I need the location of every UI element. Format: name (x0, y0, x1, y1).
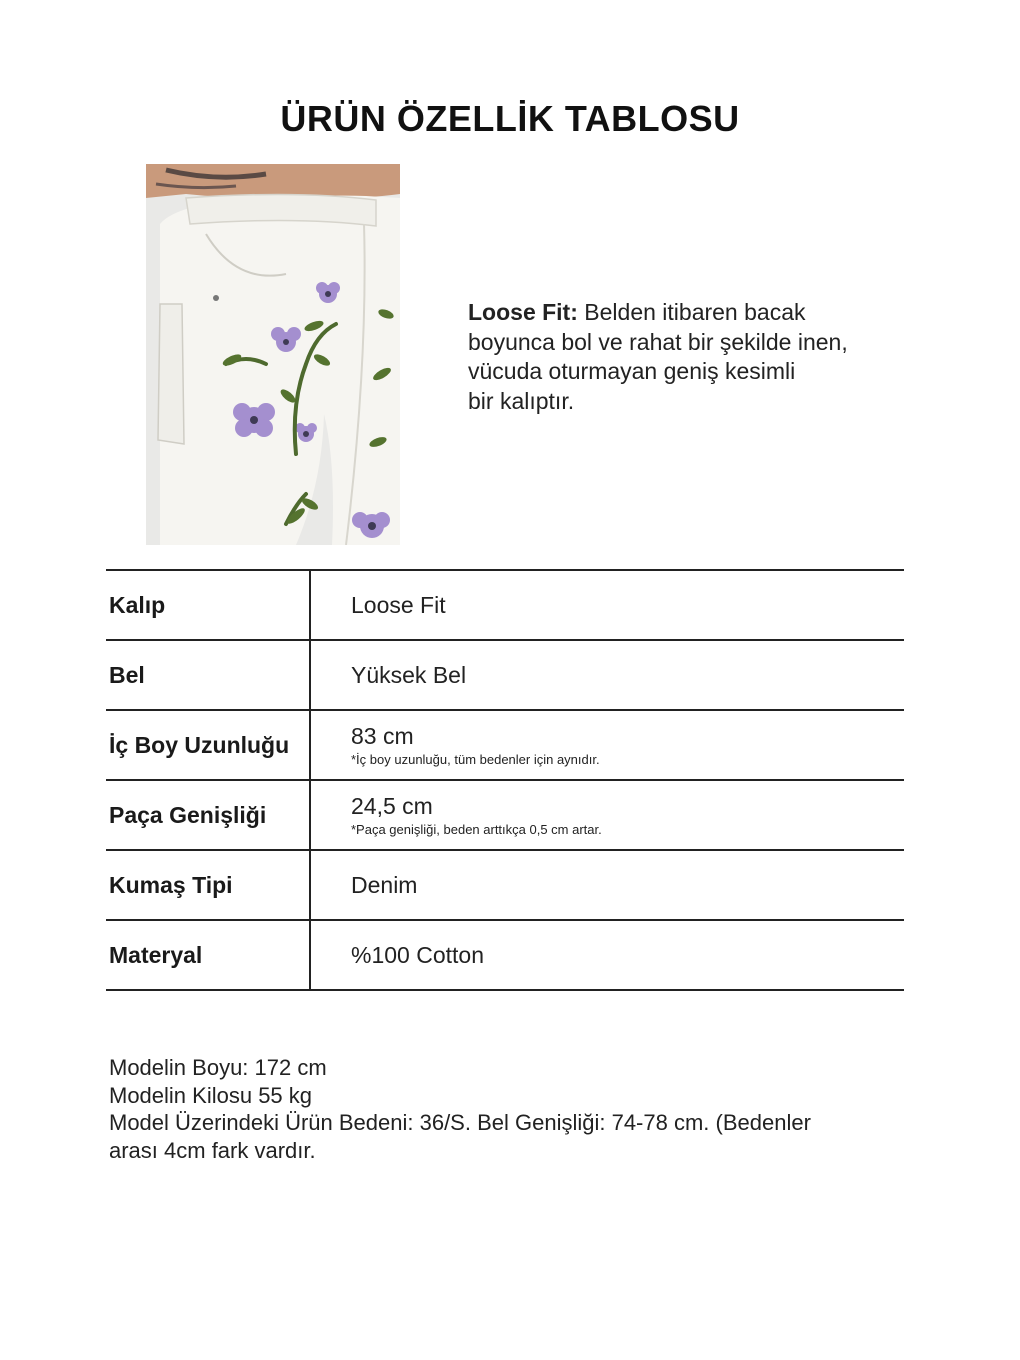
spec-value-cell (310, 920, 904, 990)
spec-row-bel (106, 640, 904, 710)
description-term: Loose Fit: (468, 299, 578, 325)
spec-key: Kalıp (106, 570, 310, 640)
spec-value-cell (310, 570, 904, 640)
page-title: ÜRÜN ÖZELLİK TABLOSU (280, 98, 740, 139)
spec-value: Loose Fit (351, 591, 446, 618)
description-line-2: boyunca bol ve rahat bir şekilde inen, (468, 328, 848, 355)
description-line-1: Loose Fit: Belden itibaren bacak (468, 299, 806, 325)
spec-row-paca (106, 780, 904, 850)
spec-key: Kumaş Tipi (106, 850, 310, 920)
spec-note: *Paça genişliği, beden arttıkça 0,5 cm artar. (351, 822, 602, 837)
model-size-note: arası 4cm fark vardır. (109, 1137, 316, 1163)
spec-row-materyal (106, 920, 904, 990)
spec-value-cell (310, 640, 904, 710)
description-line-3: vücuda oturmayan geniş kesimli (468, 358, 796, 384)
spec-note: *İç boy uzunluğu, tüm bedenler için aynıdır. (351, 752, 600, 767)
spec-value: 24,5 cm (351, 793, 433, 819)
spec-value-cell (310, 780, 904, 850)
spec-row-kalip (106, 570, 904, 640)
fit-description (468, 298, 938, 416)
description-line-4: bir kalıptır. (468, 387, 575, 414)
spec-value: Denim (351, 871, 418, 898)
spec-row-ic-boy (106, 710, 904, 780)
spec-key: Bel (106, 640, 310, 710)
spec-row-kumas (106, 850, 904, 920)
spec-key: İç Boy Uzunluğu (106, 710, 310, 780)
spec-value-cell (310, 850, 904, 920)
model-height: Modelin Boyu: 172 cm (109, 1055, 327, 1080)
product-photo (146, 164, 400, 545)
spec-table (106, 569, 904, 991)
model-info (109, 1054, 909, 1164)
spec-key: Materyal (106, 920, 310, 990)
model-weight: Modelin Kilosu 55 kg (109, 1082, 313, 1108)
spec-value: Yüksek Bel (351, 661, 467, 688)
model-size: Model Üzerindeki Ürün Bedeni: 36/S. Bel Genişliği: 74-78 cm. (Bedenler (109, 1110, 811, 1135)
spec-key: Paça Genişliği (106, 780, 310, 850)
spec-value: 83 cm (351, 723, 414, 749)
spec-value-cell (310, 710, 904, 780)
spec-value: %100 Cotton (351, 941, 484, 968)
